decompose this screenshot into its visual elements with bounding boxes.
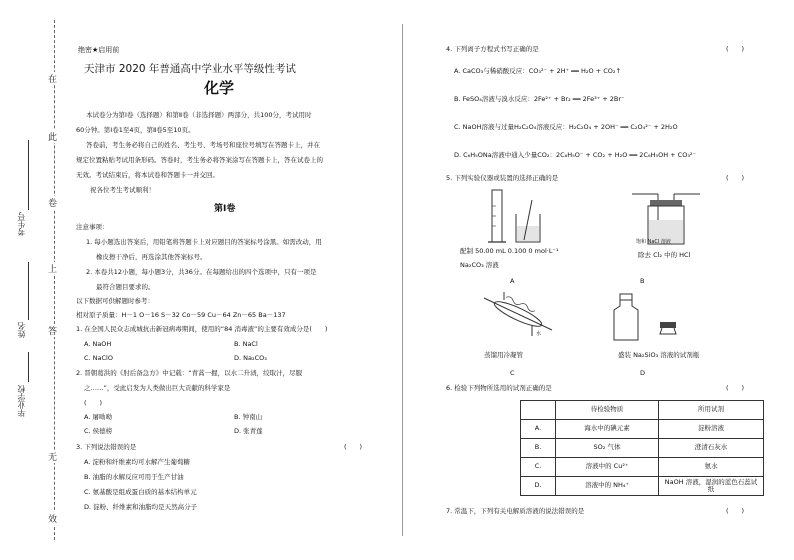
part-title: 第Ⅰ卷	[214, 204, 236, 214]
note-line: 2. 本卷共12小题，每小题3分，共36分。在每题给出的四个选项中，只有一项是	[86, 268, 317, 276]
q5-paren: ( )	[726, 174, 745, 182]
apparatus-d-caption: 盛装 Na₂SiO₃ 溶液的试剂瓶	[618, 351, 700, 359]
note-line: 橡皮擦干净后，再选涂其他答案标号。	[96, 253, 207, 261]
q6-table	[520, 400, 764, 496]
water-label: 水	[536, 331, 542, 337]
table-header-cell	[521, 401, 556, 420]
seal-char: 上	[48, 262, 57, 275]
table-cell: 海水中的碘元素	[556, 420, 659, 439]
table-cell: 澄清石灰水	[659, 439, 764, 458]
seal-char: 效	[48, 512, 57, 525]
name-label: 姓名	[17, 322, 26, 338]
notes-title: 注意事项：	[76, 223, 109, 231]
nacl-solution-label: 饱和 NaCl 溶液	[636, 239, 671, 245]
q1-option-b: B. NaCl	[234, 340, 258, 348]
table-header-cell: 待检验物质	[556, 401, 659, 420]
table-cell: NaOH 溶液，湿润的蓝色石蕊试纸	[659, 477, 764, 496]
q3-option-b: B. 油脂的水解反应可用于生产甘油	[84, 473, 184, 481]
note-line: 最符合题目要求的。	[96, 283, 155, 291]
table-row	[521, 477, 764, 496]
student-id-field[interactable]	[28, 140, 29, 210]
q7-stem: 7. 常温下，下列有关电解质溶液的说法错误的是	[446, 507, 585, 515]
apparatus-a-caption: 配制 50.00 mL 0.100 0 mol·L⁻¹	[460, 247, 559, 255]
apparatus-b-caption: 除去 Cl₂ 中的 HCl	[638, 251, 691, 259]
seal-char: 此	[48, 130, 57, 143]
q3-option-a: A. 淀粉和纤维素均可水解产生葡萄糖	[84, 458, 190, 466]
table-row	[521, 458, 764, 477]
table-row	[521, 439, 764, 458]
table-cell: 溶液中的 NH₄⁺	[556, 477, 659, 496]
apparatus-c-letter: C	[510, 369, 515, 377]
table-cell: C.	[521, 458, 556, 477]
table-row	[521, 420, 764, 439]
q2-option-b: B. 钟南山	[234, 413, 263, 421]
atomic-mass-line: 相对原子质量：H－1 O－16 S－32 Co－59 Cu－64 Zn－65 Ba－137	[76, 311, 286, 319]
table-header-row	[521, 401, 764, 420]
intro-line: 答卷前，考生务必将自己的姓名、考生号、考场号和座位号填写在答题卡上，并在	[86, 141, 320, 149]
table-cell: 溶液中的 Cu²⁺	[556, 458, 659, 477]
q4-stem: 4. 下列离子方程式书写正确的是	[446, 45, 539, 53]
exam-title: 天津市 2020 年普通高中学业水平等级性考试	[84, 63, 296, 75]
table-cell: 氨水	[659, 458, 764, 477]
secret-mark: 绝密★启用前	[78, 46, 120, 54]
q3-paren: ( )	[344, 443, 363, 451]
school-field[interactable]	[28, 352, 29, 382]
intro-line: 规定位置粘贴考试用条形码。答卷时，考生务必将答案涂写在答题卡上，答在试卷上的	[76, 156, 323, 164]
column-divider	[402, 24, 403, 536]
apparatus-b-figure	[628, 186, 708, 246]
data-hint: 以下数据可供解题时参考：	[76, 297, 154, 305]
intro-line: 无效。考试结束后，将本试卷和答题卡一并交回。	[76, 171, 219, 179]
q7-paren: ( )	[726, 507, 745, 515]
q6-stem: 6. 检验下列物所选用的试剂正确的是	[446, 384, 552, 392]
q2-stem-cont: 之……”，受此启发为人类做出巨大贡献的科学家是	[84, 384, 231, 392]
q2-option-c: C. 侯德榜	[84, 427, 113, 435]
binding-margin	[0, 0, 70, 560]
student-id-label: 考生号	[17, 212, 26, 236]
q3-option-c: C. 氨基酸是组成蛋白质的基本结构单元	[84, 488, 197, 496]
q5-stem: 5. 下列实验仪器或装置的选择正确的是	[446, 174, 559, 182]
q3-option-d: D. 淀粉、纤维素和油脂均是天然高分子	[84, 503, 198, 511]
apparatus-a-caption-2: Na₂CO₃ 溶液	[460, 261, 499, 269]
apparatus-b-letter: B	[640, 277, 645, 285]
q4-option-c: C. NaOH溶液与过量H₂C₂O₄溶液反应：H₂C₂O₄ + 2OH⁻ ══ C₂O₄²⁻ + 2H₂O	[454, 123, 678, 131]
q4-option-a: A. CaCO₃与稀硝酸反应：CO₃²⁻ + 2H⁺ ══ H₂O + CO₂↑	[454, 67, 621, 75]
table-cell: D.	[521, 477, 556, 496]
intro-line: 60分钟。第Ⅰ卷1至4页，第Ⅱ卷5至10页。	[76, 126, 195, 134]
q2-option-a: A. 屠呦呦	[84, 413, 112, 421]
table-cell: 淀粉溶液	[659, 420, 764, 439]
table-cell: SO₂ 气体	[556, 439, 659, 458]
subject-title: 化学	[204, 79, 235, 97]
apparatus-d-figure	[610, 292, 690, 344]
intro-line: 祝各位考生考试顺利！	[90, 186, 155, 194]
q4-option-b: B. FeSO₄溶液与溴水反应：2Fe²⁺ + Br₂ ══ 2Fe³⁺ + 2Br⁻	[454, 95, 625, 103]
q1-option-d: D. Na₂CO₃	[234, 354, 267, 362]
q4-paren: ( )	[726, 45, 745, 53]
apparatus-d-letter: D	[640, 369, 646, 377]
name-field[interactable]	[28, 262, 29, 320]
q1-stem: 1. 在全国人民众志成城抗击新冠病毒期间，使用的“84 消毒液”的主要有效成分是( )	[76, 325, 328, 333]
note-line: 1. 每小题选出答案后，用铅笔将答题卡上对应题目的答案标号涂黑。如需改动，用	[86, 238, 322, 246]
q1-option-a: A. NaOH	[84, 340, 112, 348]
q6-paren: ( )	[726, 384, 745, 392]
apparatus-c-caption: 蒸馏用冷凝管	[484, 351, 523, 359]
q2-stem: 2. 晋朝葛洪的《肘后备急方》中记载：“青蒿一握，以水二升渍，绞取汁，尽服	[76, 369, 303, 377]
q2-paren: ( )	[84, 399, 103, 407]
seal-char: 无	[48, 450, 57, 463]
apparatus-a-figure	[480, 186, 570, 246]
q3-stem: 3. 下列说法错误的是	[76, 443, 137, 451]
seal-char: 卷	[48, 196, 57, 209]
q4-option-d: D. C₆H₅ONa溶液中通入少量CO₂：2C₆H₅O⁻ + CO₂ + H₂O ══ 2C₆H₅OH + CO₃²⁻	[454, 151, 696, 159]
school-label: 毕业学校	[17, 385, 26, 417]
apparatus-a-letter: A	[510, 277, 515, 285]
apparatus-c-figure	[480, 290, 560, 340]
q2-option-d: D. 张青莲	[234, 427, 263, 435]
intro-line: 本试卷分为第Ⅰ卷（选择题）和第Ⅱ卷（非选择题）两部分，共100分，考试用时	[86, 111, 312, 119]
table-cell: A.	[521, 420, 556, 439]
seal-char: 答	[48, 324, 57, 337]
table-cell: B.	[521, 439, 556, 458]
table-header-cell: 所用试剂	[659, 401, 764, 420]
q1-option-c: C. NaClO	[84, 354, 113, 362]
seal-char: 在	[48, 72, 57, 85]
